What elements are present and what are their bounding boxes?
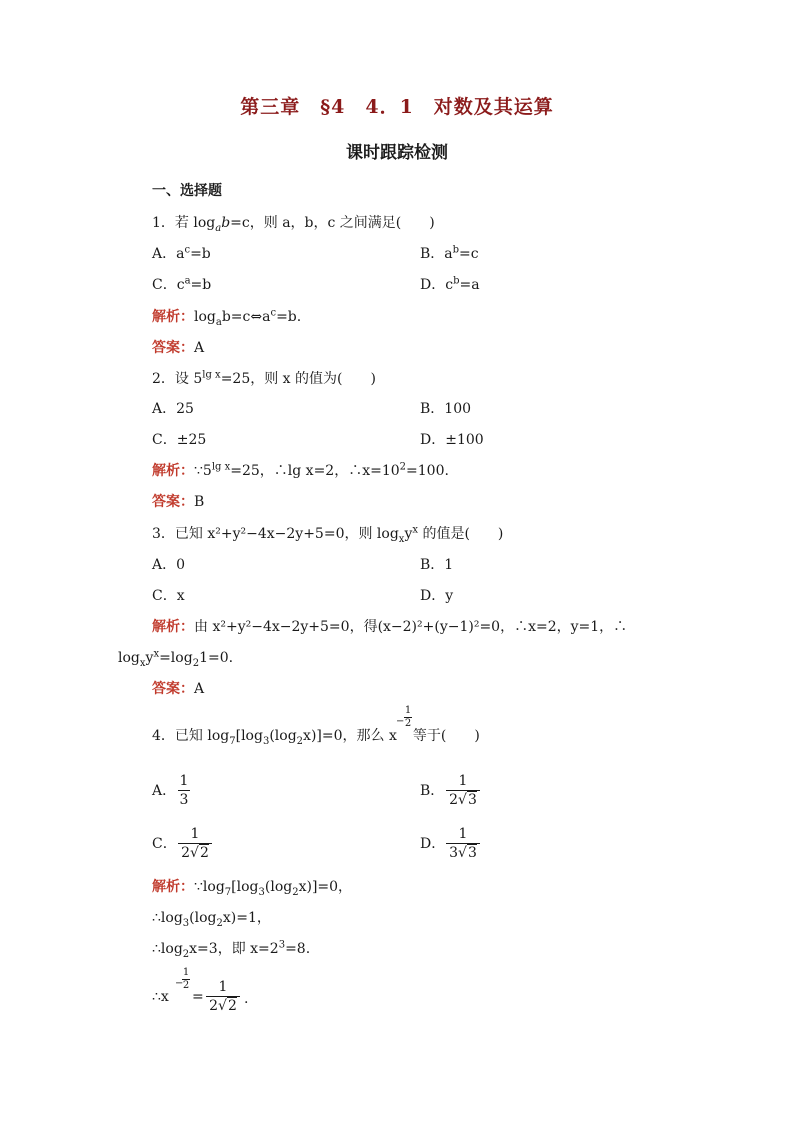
q2-option-c: C．±25 — [152, 432, 207, 448]
q4-solution-line-4-prefix: ∴x — [152, 989, 169, 1005]
q1-option-d: D．$c^b=a$ — [420, 275, 480, 293]
q1-answer: 答案：A — [152, 340, 205, 356]
question-4-stem: 4．已知 $\log_7[\log_3(\log_2x)]=0$，那么 x 等于( ) — [152, 728, 480, 747]
q4-option-d-label: D． — [420, 836, 446, 852]
q2-answer: 答案：B — [152, 494, 205, 510]
page-subtitle: 课时跟踪检测 — [346, 143, 448, 163]
question-1-stem: 1．若 $\log_ab=c$，则 a，b，c 之间满足( ) — [152, 215, 435, 234]
q4-solution-line-3: $\therefore\log_2x=3$，即 $x=2^3=8$. — [152, 939, 311, 960]
q3-solution-line-1: 解析：由 x²+y²−4x−2y+5=0，得(x−2)²+(y−1)²=0，∴x=2，y=1，∴ — [152, 619, 628, 635]
q3-option-b: B．1 — [420, 557, 454, 573]
q4-option-c-label: C． — [152, 836, 177, 852]
q4-solution-equals: = — [192, 989, 204, 1005]
q1-option-a: A．$a^c=b$ — [152, 244, 211, 262]
q4-option-b-label: B． — [420, 783, 445, 799]
q4-exponent-fraction: 1 2 — [404, 705, 412, 729]
q3-option-d: D．y — [420, 588, 454, 604]
q3-solution-line-2: $\log_xy^x=\log_21=0$. — [118, 648, 234, 669]
q3-option-a: A．0 — [152, 557, 186, 573]
q2-option-d: D．±100 — [420, 432, 484, 448]
q1-option-c: C．$c^a=b$ — [152, 275, 212, 293]
q2-solution: 解析：$\because 5^{lg x}=25$，∴lg x=2，$\therefore x=10^2=100$. — [152, 461, 449, 479]
q4-sol-exponent-fraction: 1 2 — [182, 967, 190, 991]
q4-option-a-fraction: 1 3 — [179, 773, 189, 808]
q4-option-b-fraction: 1 2√3 — [446, 772, 480, 809]
q4-option-a-label: A． — [152, 783, 177, 799]
q3-answer: 答案：A — [152, 681, 205, 697]
q4-solution-fraction: 1 2√2 — [206, 978, 240, 1015]
q3-option-c: C．x — [152, 588, 185, 604]
q2-option-b: B．100 — [420, 401, 472, 417]
q4-option-c-fraction: 1 2√2 — [178, 825, 212, 862]
q2-option-a: A．25 — [152, 401, 194, 417]
q4-solution-line-2: $\therefore\log_3(\log_2x)=1$， — [152, 910, 271, 929]
q4-exponent-sign: − — [396, 716, 405, 727]
q4-solution-period: . — [244, 991, 249, 1007]
q1-solution: 解析：$\log_ab=c\Leftrightarrow a^c=b$. — [152, 307, 302, 328]
q4-sol-exponent-sign: − — [175, 978, 184, 989]
question-3-stem: 3．已知 x²+y²−4x−2y+5=0，则 $\log_xy^x$ 的值是( ) — [152, 524, 504, 545]
q4-solution-line-1: 解析：$\because\log_7[\log_3(\log_2x)]=0$， — [152, 879, 353, 898]
question-2-stem: 2．设 $5^{lg x}=25$，则 x 的值为( ) — [152, 369, 376, 387]
page-title: 第三章 §4 4．1 对数及其运算 — [240, 96, 554, 118]
section-heading: 一、选择题 — [152, 183, 222, 199]
q4-option-d-fraction: 1 3√3 — [446, 825, 480, 862]
q1-option-b: B．$a^b=c$ — [420, 244, 479, 262]
